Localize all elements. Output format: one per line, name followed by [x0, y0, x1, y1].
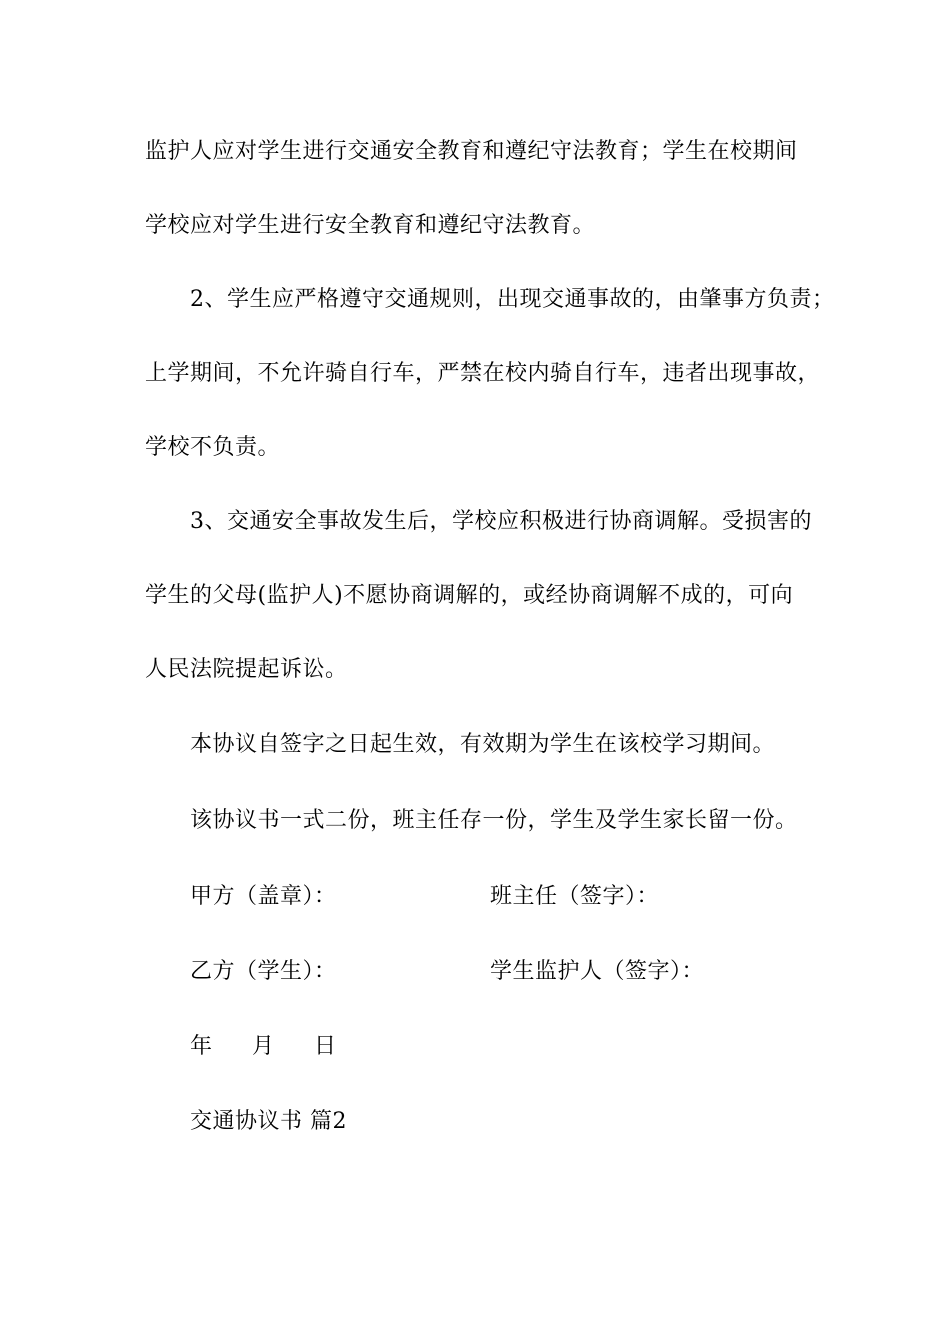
paragraph-line: 学生的父母(监护人)不愿协商调解的，或经协商调解不成的，可向 [145, 583, 794, 608]
date-year: 年 [190, 1034, 213, 1059]
section-title: 交通协议书 篇2 [190, 1109, 347, 1134]
paragraph-line: 上学期间，不允许骑自行车，严禁在校内骑自行车，违者出现事故， [145, 361, 821, 386]
copies-clause: 该协议书一式二份，班主任存一份，学生及学生家长留一份。 [190, 808, 798, 833]
head-teacher-signature-label: 班主任（签字）： [490, 884, 660, 909]
paragraph-line: 学校应对学生进行安全教育和遵纪守法教育。 [145, 213, 596, 238]
date-month: 月 [252, 1034, 275, 1059]
guardian-signature-label: 学生监护人（签字）： [490, 959, 705, 984]
party-b-signature-label: 乙方（学生）： [190, 959, 337, 984]
party-a-signature-label: 甲方（盖章）： [190, 884, 337, 909]
paragraph-line: 监护人应对学生进行交通安全教育和遵纪守法教育；学生在校期间 [145, 139, 798, 164]
validity-clause: 本协议自签字之日起生效，有效期为学生在该校学习期间。 [190, 732, 776, 757]
date-day: 日 [314, 1034, 337, 1059]
clause-3-line: 3、交通安全事故发生后，学校应积极进行协商调解。受损害的 [190, 509, 812, 534]
paragraph-line: 学校不负责。 [145, 435, 281, 460]
clause-2-line: 2、学生应严格遵守交通规则，出现交通事故的，由肇事方负责； [190, 287, 835, 312]
paragraph-line: 人民法院提起诉讼。 [145, 657, 348, 682]
date-line [190, 1032, 337, 1062]
